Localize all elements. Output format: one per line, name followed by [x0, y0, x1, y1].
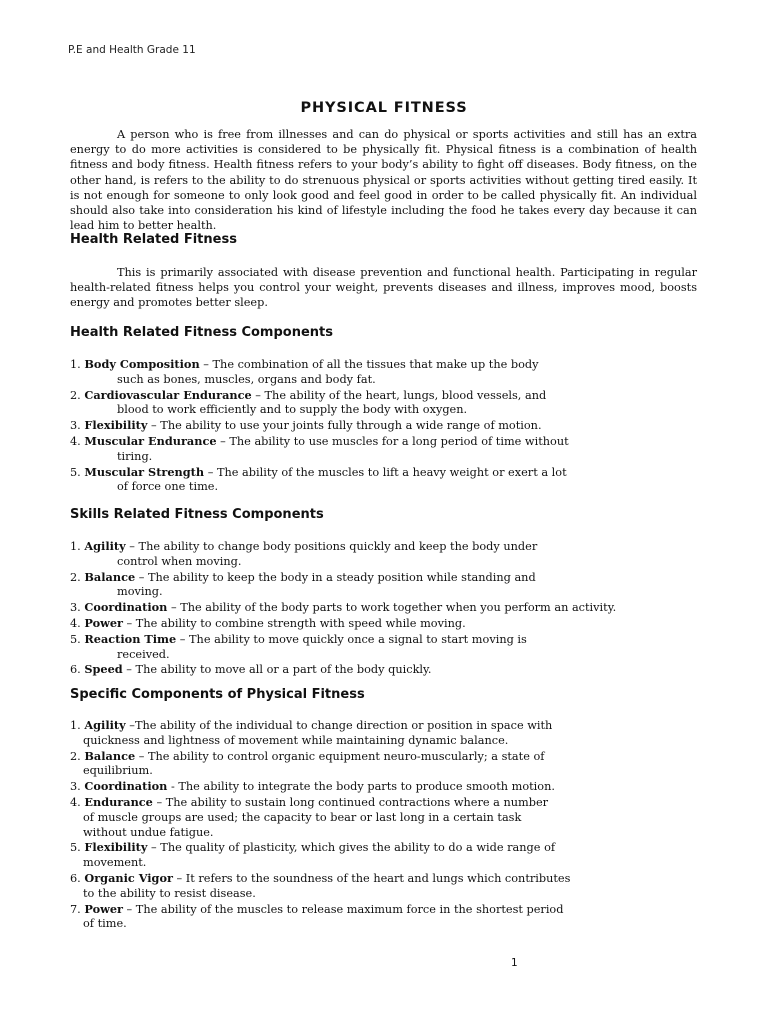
list-item: 4. Muscular Endurance – The ability to use muscles for a long period of time without tiring.	[70, 433, 569, 463]
list-item: 1. Agility –The ability of the individual to change direction or position in space with quickness and lightness of movement while maintaining dynamic balance.	[70, 718, 553, 747]
list-item: 2. Balance – The ability to keep the body in a steady position while standing and moving.	[70, 569, 536, 599]
specific-components-heading: Specific Components of Physical Fitness	[70, 687, 365, 702]
health-related-heading: Health Related Fitness	[70, 232, 237, 247]
specific-components-list	[70, 718, 570, 932]
list-item: 2. Cardiovascular Endurance – The ability of the heart, lungs, blood vessels, and blood to work efficiently and to supply the body with oxygen.	[70, 387, 547, 417]
health-components-heading: Health Related Fitness Components	[70, 325, 333, 340]
list-item: 5. Reaction Time – The ability to move quickly once a signal to start moving is received.	[70, 631, 527, 661]
list-item: 2. Balance – The ability to control organic equipment neuro-muscularly; a state of equilibrium.	[70, 748, 545, 778]
page-header: P.E and Health Grade 11	[68, 44, 196, 56]
intro-paragraph: A person who is free from illnesses and can do physical or sports activities and still has an extra energy to do more activities is considered to be physically fit. Physical fitness is a combination of health fitness and body fitness. Health fitness refers to your body’s ability to fight off diseases. Body fitness, on the other hand, is refers to the ability to do strenuous physical or sports activities without getting tired easily. It is not enough for someone to only look good and feel good in order to be called physically fit. An individual should also take into consideration his kind of lifestyle including the food he takes every day because it can lead him to better health.	[70, 128, 697, 233]
page-number: 1	[511, 957, 518, 969]
skills-components-heading: Skills Related Fitness Components	[70, 507, 324, 522]
skills-components-list	[70, 539, 616, 678]
list-item: 4. Endurance – The ability to sustain long continued contractions where a number of muscle groups are used; the capacity to bear or last long in a certain task without undue fatigue.	[70, 794, 549, 839]
health-related-paragraph: This is primarily associated with disease prevention and functional health. Participating in regular health-related fitness helps you control your weight, prevents diseases and illness, improves mood, boosts energy and promotes better sleep.	[70, 266, 697, 310]
list-item: 3. Coordination - The ability to integrate the body parts to produce smooth motion.	[70, 779, 555, 794]
list-item: 1. Body Composition – The combination of all the tissues that make up the body such as bones, muscles, organs and body fat.	[70, 357, 539, 386]
list-item: 6. Organic Vigor – It refers to the soundness of the heart and lungs which contributes to the ability to resist disease.	[70, 870, 571, 900]
list-item: 1. Agility – The ability to change body positions quickly and keep the body under control when moving.	[70, 539, 538, 568]
list-item: 4. Power – The ability to combine strength with speed while moving.	[70, 615, 466, 630]
health-components-list	[70, 357, 569, 495]
list-item: 5. Flexibility – The quality of plasticity, which gives the ability to do a wide range of movement.	[70, 840, 556, 870]
list-item: 6. Speed – The ability to move all or a part of the body quickly.	[70, 662, 432, 677]
list-item: 3. Flexibility – The ability to use your joints fully through a wide range of motion.	[70, 418, 542, 433]
list-item: 3. Coordination – The ability of the body parts to work together when you perform an activity.	[70, 600, 617, 615]
list-item: 5. Muscular Strength – The ability of the muscles to lift a heavy weight or exert a lot of force one time.	[70, 464, 567, 494]
document-title: PHYSICAL FITNESS	[300, 99, 468, 116]
list-item: 7. Power – The ability of the muscles to release maximum force in the shortest period of time.	[70, 901, 564, 931]
